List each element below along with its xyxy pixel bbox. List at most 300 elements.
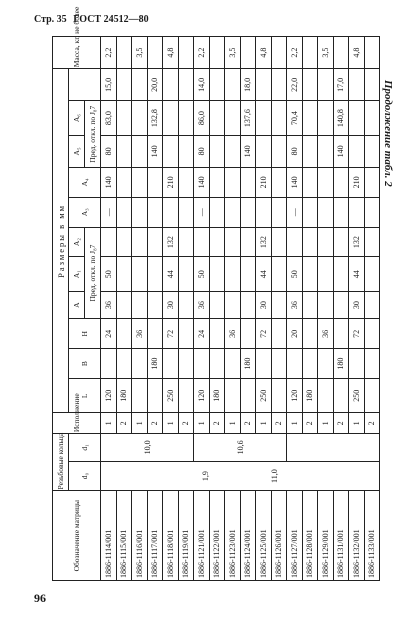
cell-A3 (349, 197, 365, 227)
cell-execution: 2 (240, 413, 256, 434)
table-row (302, 37, 318, 581)
cell-A (132, 291, 148, 319)
cell-L (271, 379, 287, 413)
cell-A2 (194, 227, 210, 257)
cell-A2: 132 (256, 227, 272, 257)
cell-A4: 210 (163, 167, 179, 197)
cell-A2 (209, 227, 225, 257)
cell-A6 (271, 101, 287, 135)
cell-A2: 132 (349, 227, 365, 257)
cell-A2 (116, 227, 132, 257)
header-designation: Обозначение матрицы (53, 491, 101, 581)
cell-A (318, 291, 334, 319)
cell-L: 180 (209, 379, 225, 413)
cell-A5: 80 (101, 135, 117, 167)
cell-B (364, 349, 380, 379)
cell-A7: 18,0 (240, 69, 256, 101)
cell-H (271, 319, 287, 349)
cell-A7 (132, 69, 148, 101)
cell-A1 (302, 257, 318, 291)
page-label: Стр. 35 (34, 14, 67, 25)
cell-designation: 1886-1123/001 (225, 491, 241, 581)
cell-A7 (302, 69, 318, 101)
header-A3: A₃ (69, 197, 101, 227)
cell-B (225, 349, 241, 379)
cell-B (209, 349, 225, 379)
cell-A5 (256, 135, 272, 167)
cell-A6 (116, 101, 132, 135)
cell-mass (333, 37, 349, 69)
cell-B (302, 349, 318, 379)
cell-mass: 2,2 (287, 37, 303, 69)
cell-B: 180 (333, 349, 349, 379)
cell-A4 (240, 167, 256, 197)
cell-A7 (256, 69, 272, 101)
cell-mass (302, 37, 318, 69)
cell-A4 (302, 167, 318, 197)
cell-A1 (364, 257, 380, 291)
table-row (116, 37, 132, 581)
cell-A (302, 291, 318, 319)
header-A5: A₅ (69, 135, 85, 167)
cell-H: 72 (349, 319, 365, 349)
standard-code: ГОСТ 24512—80 (73, 14, 149, 25)
cell-A1: 50 (194, 257, 210, 291)
cell-A7 (318, 69, 334, 101)
cell-A1: 44 (256, 257, 272, 291)
cell-A3 (147, 197, 163, 227)
cell-A6 (349, 101, 365, 135)
cell-mass (209, 37, 225, 69)
header-H: H (69, 319, 101, 349)
cell-B (318, 349, 334, 379)
cell-A1: 44 (349, 257, 365, 291)
table-body (101, 37, 380, 581)
cell-A7: 22,0 (287, 69, 303, 101)
cell-A2 (302, 227, 318, 257)
cell-H (147, 319, 163, 349)
cell-A3 (364, 197, 380, 227)
table-row (271, 37, 287, 581)
cell-A4 (178, 167, 194, 197)
cell-A (147, 291, 163, 319)
cell-L (240, 379, 256, 413)
cell-A4: 140 (194, 167, 210, 197)
cell-A: 36 (101, 291, 117, 319)
cell-H: 72 (256, 319, 272, 349)
cell-execution: 1 (132, 413, 148, 434)
cell-A6: 132,8 (147, 101, 163, 135)
cell-designation: 1886-1132/001 (349, 491, 365, 581)
d0-value: 11,0 (270, 469, 279, 483)
cell-A6: 86,0 (194, 101, 210, 135)
cell-execution: 1 (287, 413, 303, 434)
page-number: 96 (34, 591, 46, 605)
cell-A2 (333, 227, 349, 257)
cell-execution: 2 (209, 413, 225, 434)
cell-A6: 137,6 (240, 101, 256, 135)
cell-designation: 1886-1133/001 (364, 491, 380, 581)
cell-A2: 132 (163, 227, 179, 257)
cell-B (256, 349, 272, 379)
cell-execution: 2 (178, 413, 194, 434)
cell-A5: 140 (240, 135, 256, 167)
header-A2: A₂ (69, 227, 85, 257)
cell-L: 180 (302, 379, 318, 413)
cell-A3 (271, 197, 287, 227)
cell-B (287, 349, 303, 379)
cell-A2 (178, 227, 194, 257)
cell-A7 (178, 69, 194, 101)
cell-B (349, 349, 365, 379)
cell-B: 180 (240, 349, 256, 379)
cell-A: 30 (349, 291, 365, 319)
cell-designation: 1886-1127/001 (287, 491, 303, 581)
cell-L (364, 379, 380, 413)
cell-A3 (333, 197, 349, 227)
cell-A7 (271, 69, 287, 101)
header-L: L (69, 379, 101, 413)
cell-H: 20 (287, 319, 303, 349)
cell-A7 (225, 69, 241, 101)
cell-A5 (163, 135, 179, 167)
header-rings: Резьбовые кольца (53, 434, 69, 491)
cell-B (116, 349, 132, 379)
cell-execution: 2 (271, 413, 287, 434)
table-row (349, 37, 365, 581)
cell-A3: — (101, 197, 117, 227)
table-row (147, 37, 163, 581)
cell-A2 (240, 227, 256, 257)
cell-A4 (147, 167, 163, 197)
cell-H: 24 (101, 319, 117, 349)
header-tolerance-1: Пред. откл. по J₈7 (85, 227, 101, 319)
cell-designation: 1886-1115/001 (116, 491, 132, 581)
cell-mass: 2,2 (101, 37, 117, 69)
cell-A1: 50 (101, 257, 117, 291)
cell-H (178, 319, 194, 349)
cell-A7: 15,0 (101, 69, 117, 101)
cell-mass (271, 37, 287, 69)
cell-B (101, 349, 117, 379)
cell-B (194, 349, 210, 379)
cell-A (333, 291, 349, 319)
cell-execution: 1 (101, 413, 117, 434)
cell-A6 (256, 101, 272, 135)
cell-A3 (240, 197, 256, 227)
header-tolerance-2: Пред. откл. по J₈7 (85, 101, 101, 168)
cell-A7 (364, 69, 380, 101)
cell-L: 120 (194, 379, 210, 413)
cell-A (225, 291, 241, 319)
cell-designation: 1886-1122/001 (209, 491, 225, 581)
cell-A2 (318, 227, 334, 257)
cell-A1 (225, 257, 241, 291)
cell-A5 (271, 135, 287, 167)
cell-A5 (225, 135, 241, 167)
cell-A6 (209, 101, 225, 135)
cell-A6 (318, 101, 334, 135)
cell-A7 (349, 69, 365, 101)
cell-designation: 1886-1119/001 (178, 491, 194, 581)
cell-A (209, 291, 225, 319)
table-row (364, 37, 380, 581)
cell-A5 (318, 135, 334, 167)
cell-A1: 44 (163, 257, 179, 291)
cell-execution: 2 (147, 413, 163, 434)
page-header (34, 14, 149, 25)
header-mass: Масса, кг, не более (53, 37, 101, 69)
cell-H: 24 (194, 319, 210, 349)
cell-A1 (271, 257, 287, 291)
cell-designation: 1886-1118/001 (163, 491, 179, 581)
header-B: B (69, 349, 101, 379)
cell-A1 (132, 257, 148, 291)
cell-A6 (132, 101, 148, 135)
cell-A2 (147, 227, 163, 257)
cell-execution: 1 (349, 413, 365, 434)
cell-d1: 10,0 (101, 434, 194, 462)
header-A6: A₆ (69, 101, 85, 135)
cell-execution: 1 (225, 413, 241, 434)
cell-A6 (364, 101, 380, 135)
cell-A6: 83,0 (101, 101, 117, 135)
cell-A7: 20,0 (147, 69, 163, 101)
cell-L: 250 (349, 379, 365, 413)
cell-A6 (178, 101, 194, 135)
cell-A: 30 (256, 291, 272, 319)
cell-A7 (116, 69, 132, 101)
cell-A5 (132, 135, 148, 167)
cell-A4 (132, 167, 148, 197)
cell-B (271, 349, 287, 379)
cell-designation: 1886-1128/001 (302, 491, 318, 581)
cell-A5 (349, 135, 365, 167)
cell-A6: 140,8 (333, 101, 349, 135)
cell-A1 (116, 257, 132, 291)
header-execution: Исполнение (53, 413, 101, 434)
cell-A3: — (194, 197, 210, 227)
cell-execution: 2 (302, 413, 318, 434)
cell-H (240, 319, 256, 349)
cell-execution: 1 (318, 413, 334, 434)
cell-execution: 1 (194, 413, 210, 434)
cell-designation: 1886-1126/001 (271, 491, 287, 581)
cell-A2 (364, 227, 380, 257)
cell-d1: 10,6 (194, 434, 287, 462)
cell-A (271, 291, 287, 319)
cell-L (178, 379, 194, 413)
cell-A3 (225, 197, 241, 227)
cell-A2 (101, 227, 117, 257)
cell-A6: 70,4 (287, 101, 303, 135)
cell-A4 (333, 167, 349, 197)
cell-H: 72 (163, 319, 179, 349)
cell-L (333, 379, 349, 413)
cell-A2 (287, 227, 303, 257)
cell-mass: 4,8 (349, 37, 365, 69)
cell-designation: 1886-1129/001 (318, 491, 334, 581)
cell-A: 36 (194, 291, 210, 319)
cell-d1 (287, 434, 380, 462)
cell-A7: 14,0 (194, 69, 210, 101)
cell-A6 (302, 101, 318, 135)
header-blank (69, 69, 101, 101)
cell-mass: 2,2 (194, 37, 210, 69)
cell-mass: 3,5 (132, 37, 148, 69)
cell-A7 (209, 69, 225, 101)
cell-H: 36 (318, 319, 334, 349)
cell-A1 (147, 257, 163, 291)
cell-execution: 1 (163, 413, 179, 434)
cell-A5: 140 (333, 135, 349, 167)
table-row (163, 37, 179, 581)
cell-mass: 4,8 (256, 37, 272, 69)
cell-A4 (271, 167, 287, 197)
cell-A (240, 291, 256, 319)
cell-A5 (302, 135, 318, 167)
cell-A7 (163, 69, 179, 101)
cell-execution: 2 (364, 413, 380, 434)
cell-designation: 1886-1125/001 (256, 491, 272, 581)
table-row (256, 37, 272, 581)
header-d0: d₀ (69, 461, 101, 491)
cell-L: 120 (101, 379, 117, 413)
cell-A2 (132, 227, 148, 257)
cell-A5 (364, 135, 380, 167)
cell-A5 (209, 135, 225, 167)
cell-A4 (364, 167, 380, 197)
cell-A4: 210 (349, 167, 365, 197)
cell-mass: 4,8 (163, 37, 179, 69)
cell-designation: 1886-1114/001 (101, 491, 117, 581)
table-row (240, 37, 256, 581)
cell-A5: 140 (147, 135, 163, 167)
cell-A4 (225, 167, 241, 197)
table-row (333, 37, 349, 581)
table-row (209, 37, 225, 581)
cell-A (178, 291, 194, 319)
table-row (101, 37, 117, 581)
cell-execution: 1 (256, 413, 272, 434)
cell-A5: 80 (194, 135, 210, 167)
cell-A4 (116, 167, 132, 197)
cell-L (225, 379, 241, 413)
cell-L: 250 (256, 379, 272, 413)
cell-A3 (163, 197, 179, 227)
cell-H (364, 319, 380, 349)
header-A4: A₄ (69, 167, 101, 197)
cell-A1 (318, 257, 334, 291)
cell-A1 (209, 257, 225, 291)
cell-A (364, 291, 380, 319)
header-A: A (69, 291, 85, 319)
cell-A1 (240, 257, 256, 291)
cell-A6 (225, 101, 241, 135)
cell-L (132, 379, 148, 413)
cell-A4: 140 (101, 167, 117, 197)
cell-H (333, 319, 349, 349)
cell-A4: 140 (287, 167, 303, 197)
cell-mass (240, 37, 256, 69)
d0-value: 1,9 (201, 471, 210, 482)
cell-A1 (333, 257, 349, 291)
cell-H: 36 (225, 319, 241, 349)
cell-A7: 17,0 (333, 69, 349, 101)
cell-B (132, 349, 148, 379)
cell-A (116, 291, 132, 319)
cell-A3 (132, 197, 148, 227)
table-row (287, 37, 303, 581)
cell-A3 (209, 197, 225, 227)
cell-designation: 1886-1121/001 (194, 491, 210, 581)
cell-L (318, 379, 334, 413)
cell-L: 250 (163, 379, 179, 413)
cell-A1: 50 (287, 257, 303, 291)
cell-designation: 1886-1117/001 (147, 491, 163, 581)
table-row (194, 37, 210, 581)
cell-B (163, 349, 179, 379)
cell-mass (147, 37, 163, 69)
cell-B: 180 (147, 349, 163, 379)
cell-H (209, 319, 225, 349)
cell-A6 (163, 101, 179, 135)
table-row (132, 37, 148, 581)
cell-H (302, 319, 318, 349)
cell-H: 36 (132, 319, 148, 349)
cell-A5 (178, 135, 194, 167)
cell-L (147, 379, 163, 413)
cell-A3 (302, 197, 318, 227)
cell-A4 (209, 167, 225, 197)
cell-designation: 1886-1116/001 (132, 491, 148, 581)
cell-H (116, 319, 132, 349)
cell-designation: 1886-1124/001 (240, 491, 256, 581)
cell-A3 (178, 197, 194, 227)
cell-A1 (178, 257, 194, 291)
header-dimensions: Размеры в мм (53, 69, 69, 413)
cell-A: 30 (163, 291, 179, 319)
cell-A3 (116, 197, 132, 227)
cell-A2 (271, 227, 287, 257)
cell-d0 (101, 461, 380, 491)
cell-mass (178, 37, 194, 69)
header-d1: d₁ (69, 434, 101, 462)
table-caption: Продолжение табл. 2 (382, 80, 394, 187)
cell-A4 (318, 167, 334, 197)
cell-execution: 2 (333, 413, 349, 434)
table-row (178, 37, 194, 581)
table-row (225, 37, 241, 581)
cell-A5 (116, 135, 132, 167)
table-row (318, 37, 334, 581)
cell-execution: 2 (116, 413, 132, 434)
cell-L: 120 (287, 379, 303, 413)
cell-A4: 210 (256, 167, 272, 197)
cell-A3: — (287, 197, 303, 227)
cell-A3 (256, 197, 272, 227)
header-A1: A₁ (69, 257, 85, 291)
cell-A: 36 (287, 291, 303, 319)
cell-A3 (318, 197, 334, 227)
cell-mass (364, 37, 380, 69)
cell-mass: 3,5 (225, 37, 241, 69)
cell-designation: 1886-1131/001 (333, 491, 349, 581)
cell-mass: 3,5 (318, 37, 334, 69)
cell-A5: 80 (287, 135, 303, 167)
cell-A2 (225, 227, 241, 257)
cell-mass (116, 37, 132, 69)
